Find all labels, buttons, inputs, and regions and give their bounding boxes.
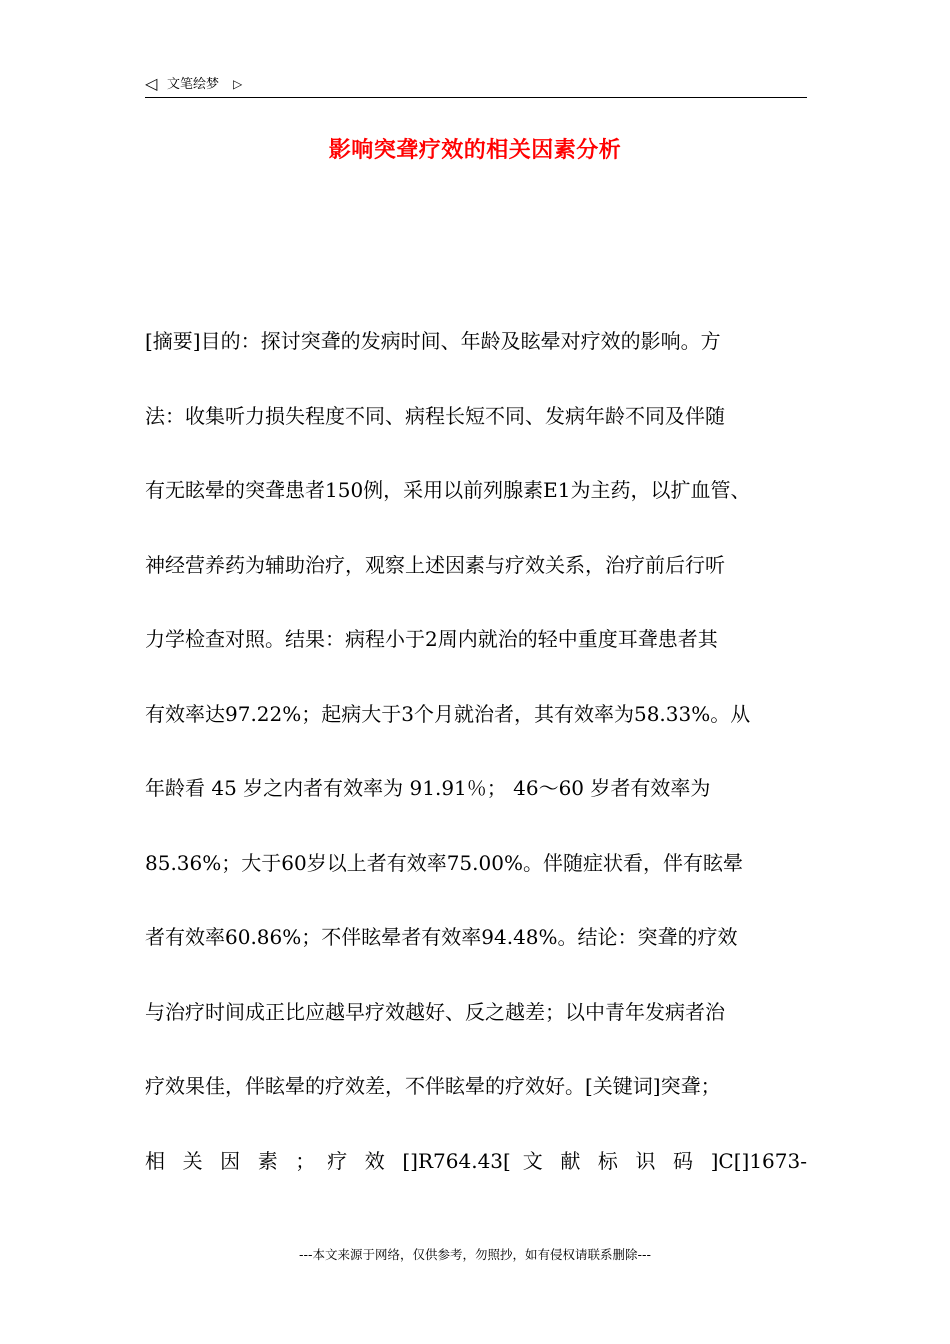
- body-line: 相 关 因 素 ； 疗 效 []R764.43[ 文 献 标 识 码 ]C[]1673-: [145, 1148, 807, 1173]
- body-line: 法：收集听力损失程度不同、病程长短不同、发病年龄不同及伴随: [145, 403, 725, 428]
- body-line: 有效率达97.22%；起病大于3个月就治者，其有效率为58.33%。从: [145, 701, 751, 726]
- document-title: 影响突聋疗效的相关因素分析: [328, 138, 622, 163]
- body-line: 年龄看 45 岁之内者有效率为 91.91％； 46～60 岁者有效率为: [145, 776, 711, 800]
- header-rule: [145, 97, 807, 98]
- abstract-body: [145, 322, 807, 1216]
- body-line: 神经营养药为辅助治疗，观察上述因素与疗效关系，治疗前后行听: [145, 552, 725, 577]
- body-line: 与治疗时间成正比应越早疗效越好、反之越差；以中青年发病者治: [145, 999, 725, 1024]
- body-line: 疗效果佳，伴眩晕的疗效差，不伴眩晕的疗效好。[关键词]突聋；: [145, 1074, 721, 1098]
- body-line: 85.36%；大于60岁以上者有效率75.00%。伴随症状看，伴有眩晕: [145, 850, 743, 875]
- body-line: 有无眩晕的突聋患者150例，采用以前列腺素E1为主药，以扩血管、: [145, 478, 751, 502]
- header-brand: 文笔绘梦: [167, 77, 220, 92]
- triangle-left-icon: ◁: [145, 74, 158, 93]
- body-line: [摘要]目的：探讨突聋的发病时间、年龄及眩晕对疗效的影响。方: [145, 329, 721, 353]
- body-line: 力学检查对照。结果：病程小于2周内就治的轻中重度耳聋患者其: [145, 627, 718, 651]
- page-footer: ---本文来源于网络，仅供参考，勿照抄，如有侵权请联系删除---: [298, 1247, 652, 1262]
- triangle-right-icon: ▷: [233, 77, 243, 91]
- page-header: [145, 74, 807, 96]
- body-line: 者有效率60.86%；不伴眩晕者有效率94.48%。结论：突聋的疗效: [145, 925, 738, 949]
